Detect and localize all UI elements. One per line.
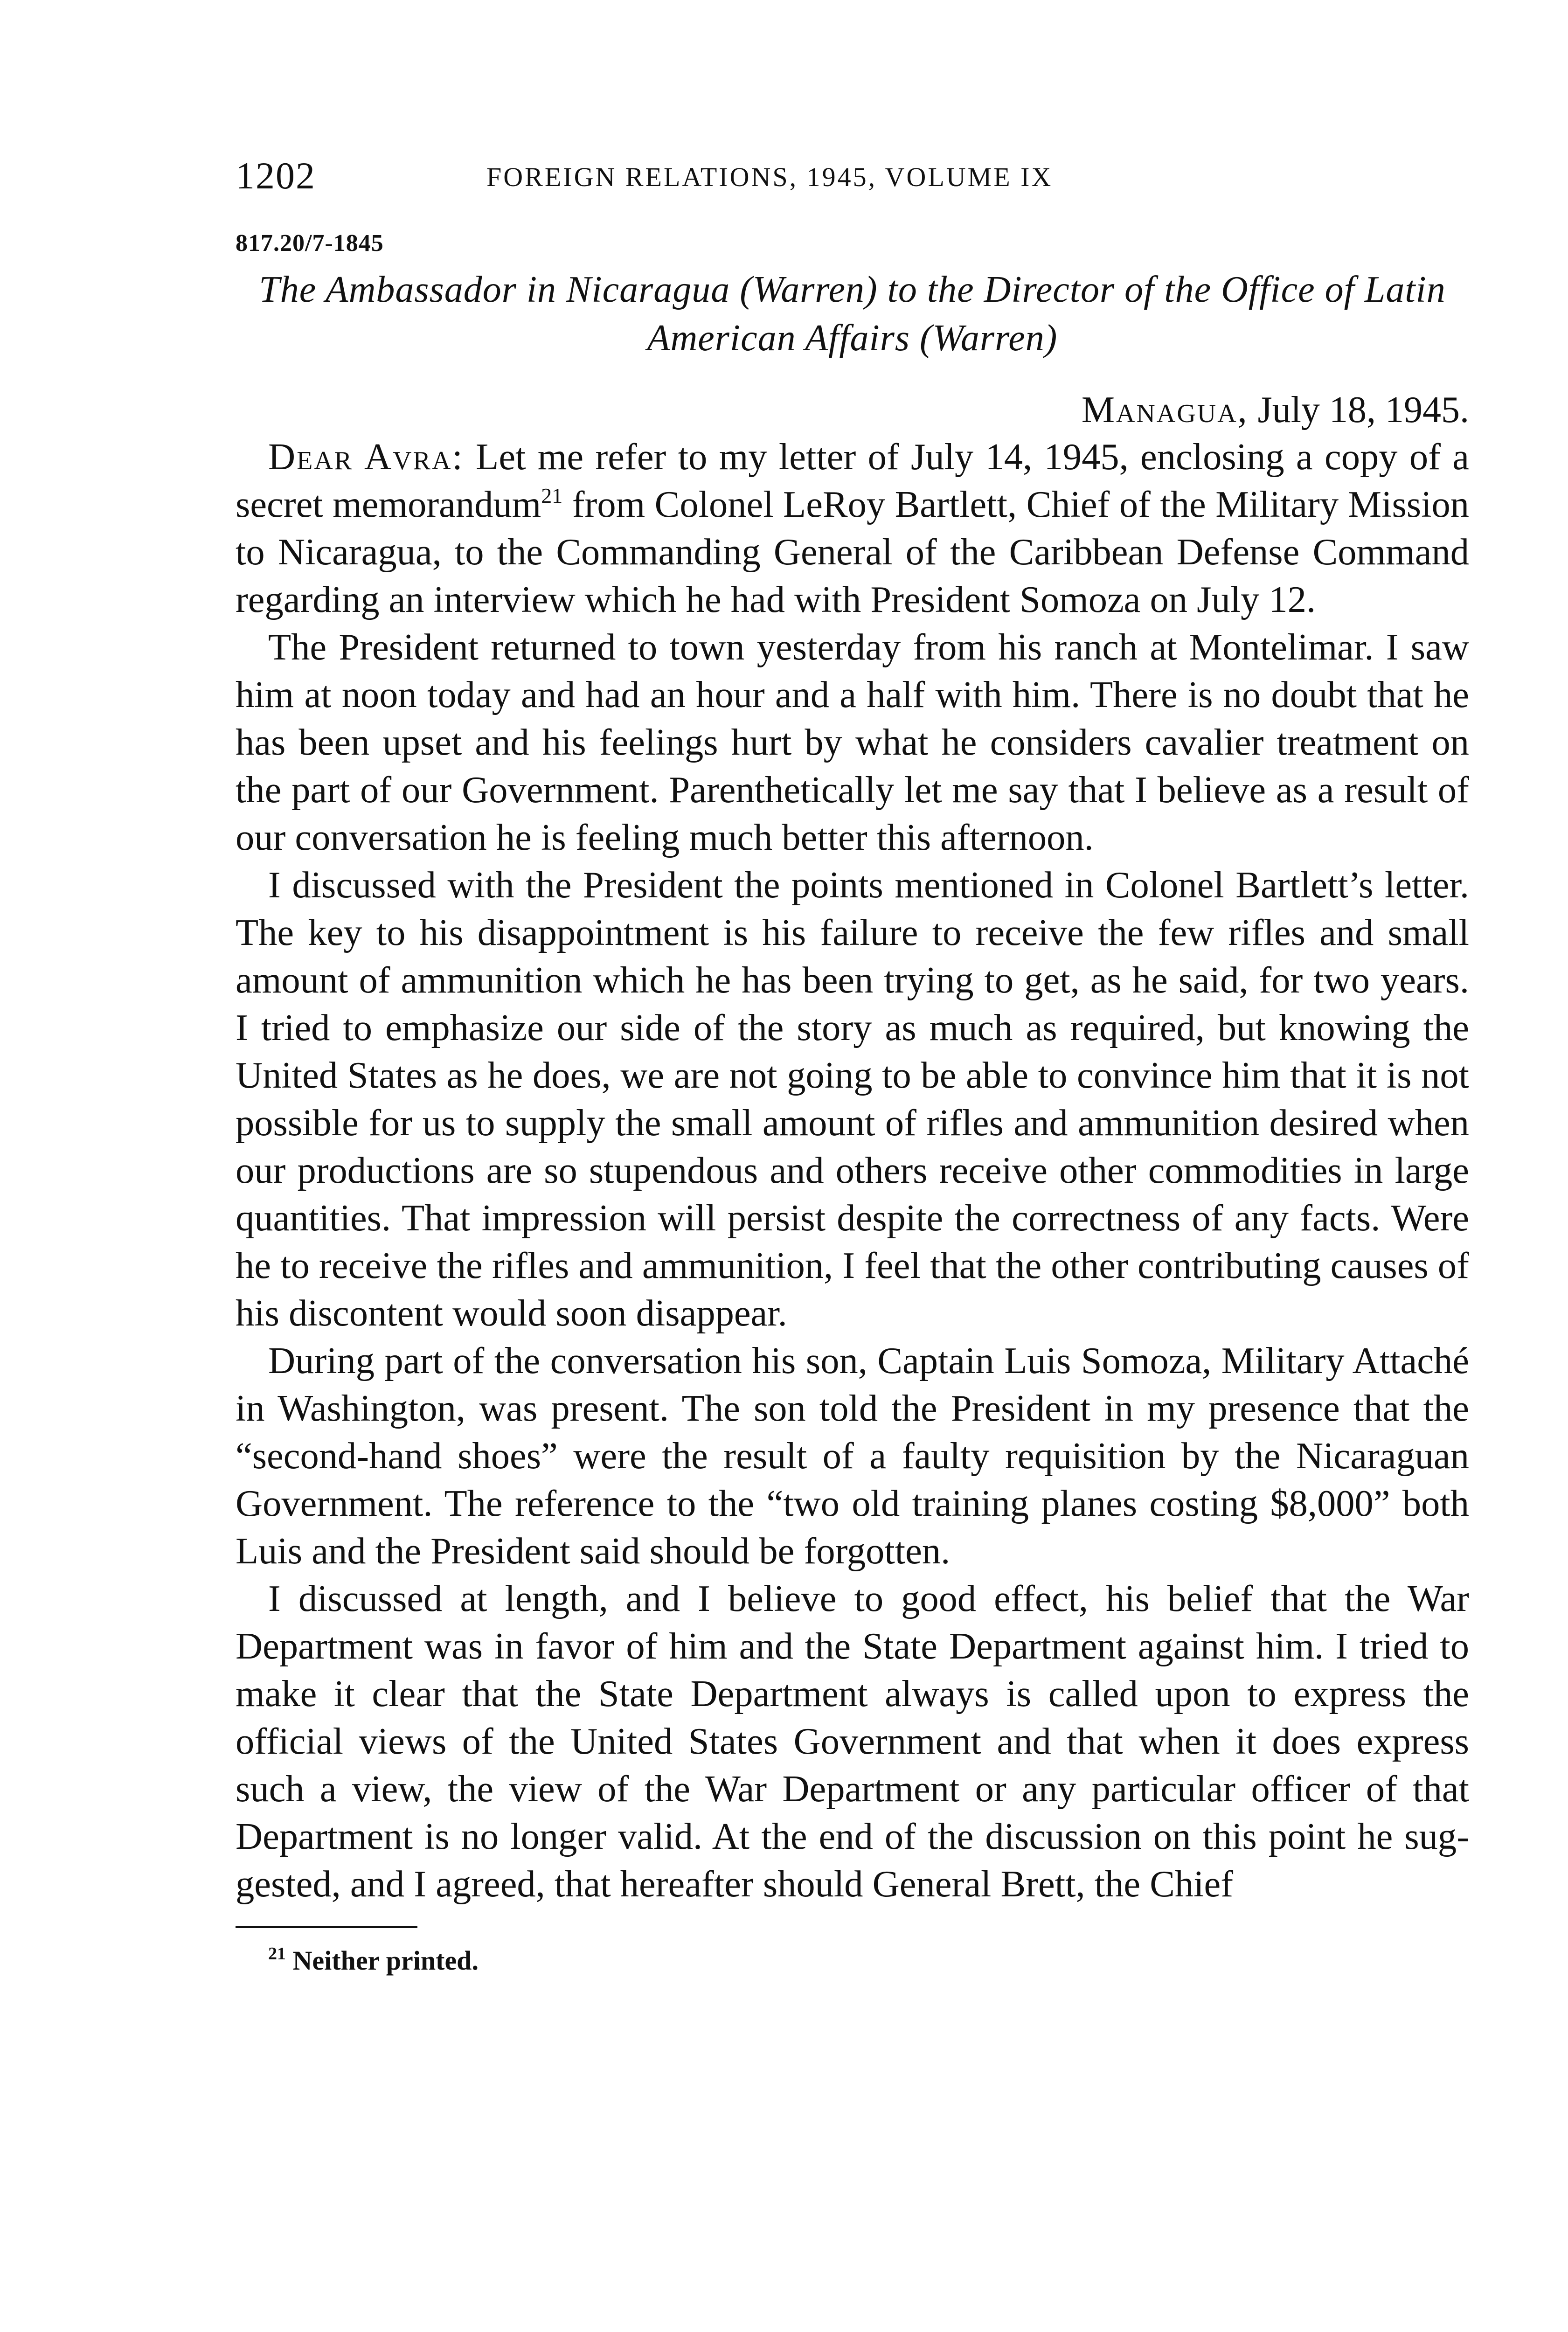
page-number: 1202 xyxy=(236,154,316,197)
paragraph-text: Let me refer to my letter of July 14, 1945, enclosing a copy of a secret memorandum xyxy=(236,436,1469,525)
footnote xyxy=(268,1942,1469,1979)
paragraph: The President returned to town yesterday from his ranch at Montelimar. I saw him at noon today and had an hour and a half with him. There is no doubt that he has been upset and his feelings hurt by what he considers cavalier treatment on the part of our Government. Parenthetically let me say that I believe as a result of our conversation he is feeling much better this afternoon. xyxy=(236,626,1469,858)
salutation: Dear Avra: xyxy=(268,436,464,478)
paragraph-text: from Colonel LeRoy Bartlett, Chief of the Military Mission to Nicaragua, to the Commanding General of the Caribbean Defense Command regarding an interview which he had with President Somoza on July 12. xyxy=(236,484,1469,620)
dateline xyxy=(236,387,1469,433)
running-title: FOREIGN RELATIONS, 1945, VOLUME IX xyxy=(486,162,1053,192)
footnote-marker: 21 xyxy=(268,1944,286,1964)
letter-body xyxy=(236,433,1469,1908)
running-header xyxy=(236,154,1469,205)
document-title: The Ambassador in Nicaragua (Warren) to the Director of the Office of Latin American Affairs (Warren) xyxy=(259,269,1446,359)
dateline-date: July 18, 1945. xyxy=(1248,389,1469,430)
paragraph: I discussed with the President the points mentioned in Colonel Bartlett’s letter. The key to his disappointment is his failure to receive the few rifles and small amount of ammunition which he has been trying to get, as he said, for two years. I tried to emphasize our side of the story as much as required, but knowing the United States as he does, we are not going to be able to convince him that it is not possible for us to supply the small amount of rifles and ammunition desired when our productions are so stupendous and others receive other commodities in large quantities. That impression will persist despite the correctness of any facts. Were he to receive the rifles and ammunition, I feel that the other contributing causes of his discontent would soon disappear. xyxy=(236,864,1469,1334)
paragraph xyxy=(236,433,1469,624)
footnote-reference[interactable]: 21 xyxy=(541,484,563,507)
footnote-divider xyxy=(236,1926,417,1928)
dateline-place: Managua, xyxy=(1081,389,1249,430)
paragraph: During part of the conversation his son, Captain Luis Somoza, Military Attaché in Washington, was present. The son told the President in my presence that the “second-hand shoes” were the result of a faulty requisition by the Nicaraguan Government. The reference to the “two old training planes costing $8,000” both Luis and the President said should be forgotten. xyxy=(236,1340,1469,1572)
paragraph: I discussed at length, and I believe to good effect, his belief that the War Department was in favor of him and the State Department against him. I tried to make it clear that the State Department always is called upon to express the official views of the United States Government and that when it does express such a view, the view of the War Department or any particular officer of that Department is no longer valid. At the end of the discussion on this point he suggested, and I agreed, that hereafter should General Brett, the Chief xyxy=(236,1578,1469,1905)
file-number: 817.20/7-1845 xyxy=(236,230,384,257)
document-page xyxy=(236,154,1469,1979)
footnote-text: Neither printed. xyxy=(286,1945,479,1976)
